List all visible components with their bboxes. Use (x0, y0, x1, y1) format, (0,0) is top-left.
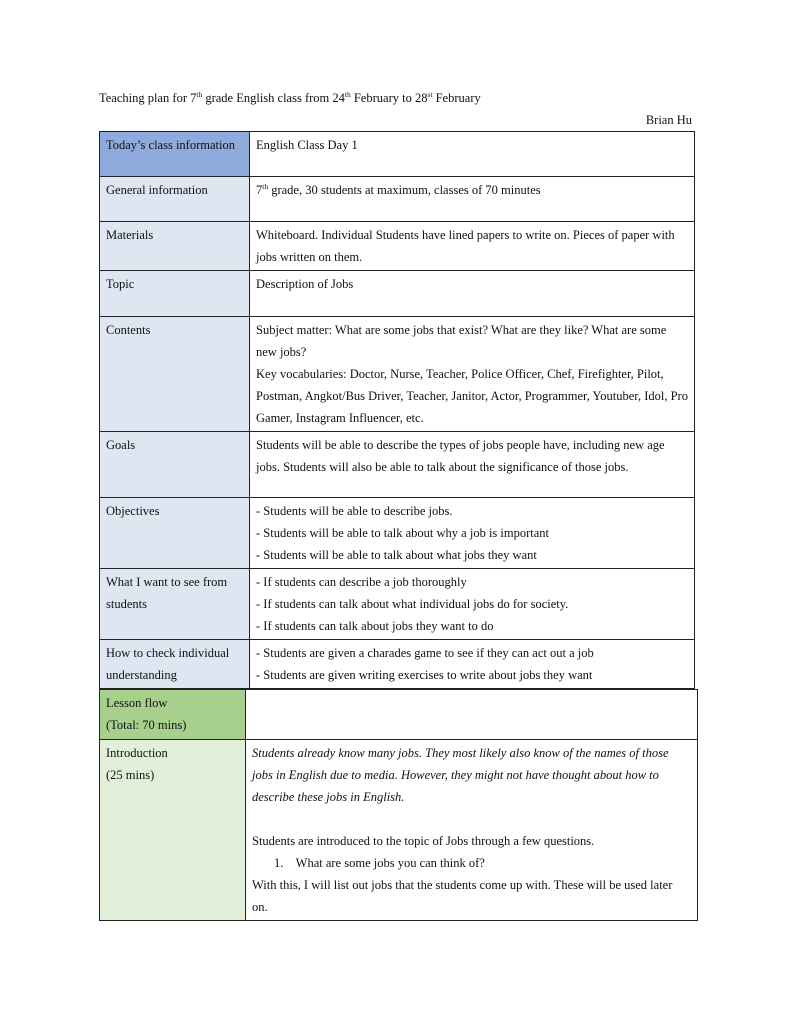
table-row (100, 177, 695, 222)
introduction-value (246, 740, 698, 921)
introduction-followup: With this, I will list out jobs that the students come up with. These will be used later on. (252, 878, 673, 914)
table-row (100, 640, 695, 689)
topic-value: Description of Jobs (250, 271, 695, 317)
list-item: - If students can talk about what individual jobs do for society. (256, 597, 569, 611)
todays-class-label: Today’s class information (100, 132, 250, 177)
topic-label: Topic (100, 271, 250, 317)
title-superscript: th (344, 90, 351, 99)
want-to-see-value (250, 569, 695, 640)
class-info-table (99, 131, 695, 689)
introduction-text: Students are introduced to the topic of Jobs through a few questions. (252, 834, 595, 848)
title-text: February (432, 91, 481, 105)
contents-label: Contents (100, 317, 250, 432)
lesson-flow-value (246, 690, 698, 740)
title-text: grade English class from 24 (202, 91, 345, 105)
table-row (100, 690, 698, 740)
general-info-value (250, 177, 695, 222)
list-item: - If students can describe a job thoroughly (256, 575, 467, 589)
table-row (100, 432, 695, 498)
title-text: February to 28 (350, 91, 428, 105)
table-row (100, 498, 695, 569)
list-item: - Students will be able to describe jobs. (256, 504, 453, 518)
materials-label: Materials (100, 222, 250, 271)
want-to-see-label: What I want to see from students (100, 569, 250, 640)
author-name: Brian Hu (645, 113, 692, 127)
general-info-text: 7 (256, 183, 263, 197)
introduction-duration: (25 mins) (106, 768, 155, 782)
table-row (100, 740, 698, 921)
title-superscript: th (196, 90, 203, 99)
page-title (99, 89, 481, 107)
todays-class-value: English Class Day 1 (250, 132, 695, 177)
general-info-label: General information (100, 177, 250, 222)
table-row (100, 317, 695, 432)
lesson-flow-title: Lesson flow (106, 696, 168, 710)
list-item: - Students are given a charades game to see if they can act out a job (256, 646, 594, 660)
numbered-question: 1. What are some jobs you can think of? (274, 856, 485, 870)
table-row (100, 569, 695, 640)
general-info-superscript: th (262, 182, 269, 191)
check-understanding-value (250, 640, 695, 689)
materials-value: Whiteboard. Individual Students have lined papers to write on. Pieces of paper with jobs written on them. (250, 222, 695, 271)
key-vocabularies-text: Key vocabularies: Doctor, Nurse, Teacher, Police Officer, Chef, Firefighter, Pilot, Postman, Angkot/Bus Driver, Teacher, Janitor, Actor, Programmer, Youtuber, Idol, Pro Gamer, Instagram Influencer, etc. (256, 367, 688, 425)
list-item: - Students will be able to talk about why a job is important (256, 526, 550, 540)
introduction-title: Introduction (106, 746, 168, 760)
lesson-flow-total: (Total: 70 mins) (106, 718, 187, 732)
list-item: - If students can talk about jobs they want to do (256, 619, 494, 633)
table-row (100, 271, 695, 317)
goals-value: Students will be able to describe the types of jobs people have, including new age jobs. Students will also be able to talk about the significance of those jobs. (250, 432, 695, 498)
table-row (100, 132, 695, 177)
spacer (252, 808, 691, 830)
title-text: Teaching plan for 7 (99, 91, 197, 105)
title-superscript: st (427, 90, 433, 99)
list-item: - Students are given writing exercises to write about jobs they want (256, 668, 593, 682)
introduction-note: Students already know many jobs. They most likely also know of the names of those jobs in English due to media. However, they might not have thought about how to describe these jobs in English. (252, 746, 669, 804)
table-row (100, 222, 695, 271)
contents-value (250, 317, 695, 432)
check-understanding-label: How to check individual understanding (100, 640, 250, 689)
introduction-label (100, 740, 246, 921)
goals-label: Goals (100, 432, 250, 498)
general-info-text: grade, 30 students at maximum, classes of 70 minutes (268, 183, 541, 197)
objectives-value (250, 498, 695, 569)
list-item: - Students will be able to talk about what jobs they want (256, 548, 537, 562)
lesson-flow-table (99, 689, 698, 921)
lesson-flow-label (100, 690, 246, 740)
objectives-label: Objectives (100, 498, 250, 569)
subject-matter-text: Subject matter: What are some jobs that exist? What are they like? What are some new jobs? (256, 323, 667, 359)
